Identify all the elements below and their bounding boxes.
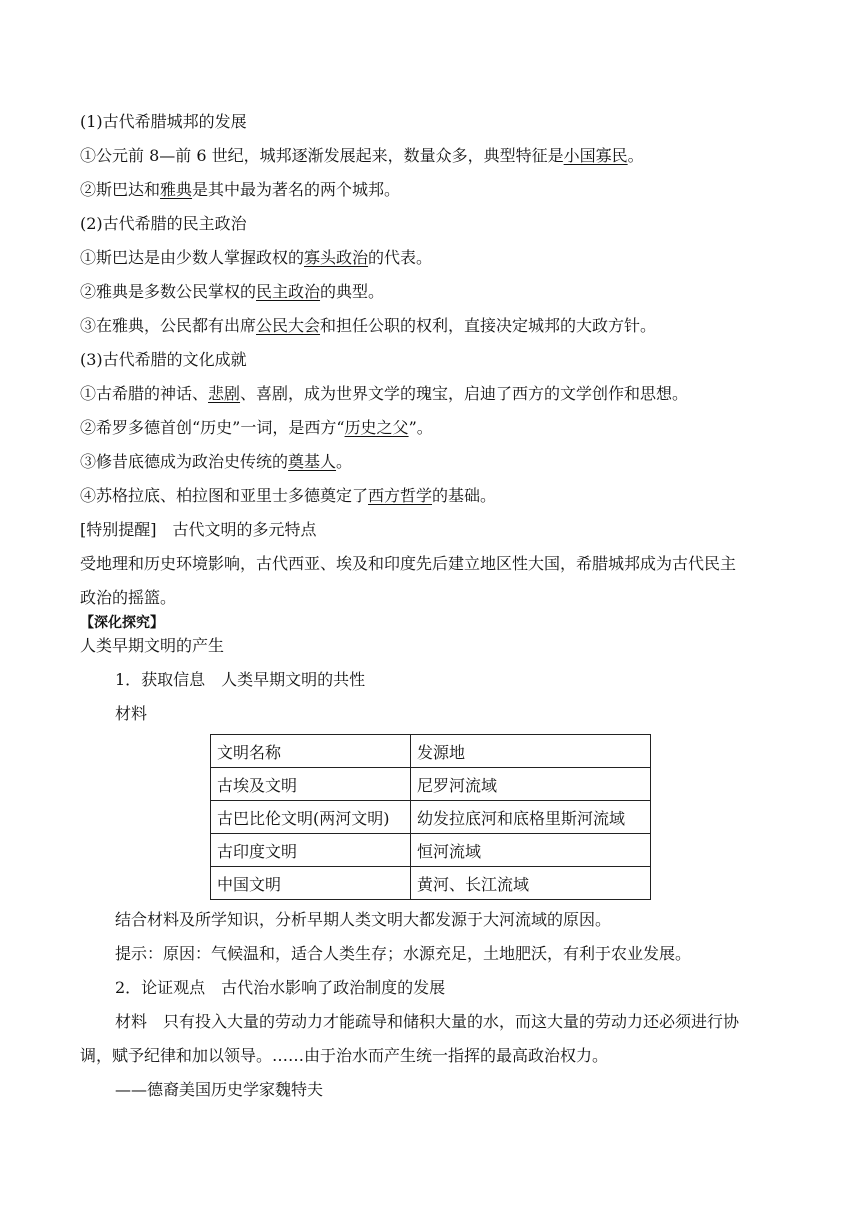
table-cell: 尼罗河流域 [411, 768, 651, 801]
section-2-point-1 [80, 248, 432, 268]
tip-line-1: 受地理和历史环境影响，古代西亚、埃及和印度先后建立地区性大国，希腊城邦成为古代民主 [80, 554, 737, 573]
question-2-source: ——德裔美国历史学家魏特夫 [115, 1080, 324, 1099]
text-pre: ③在雅典，公民都有出席 [80, 316, 257, 335]
table-row [211, 834, 651, 867]
text-post: ”。 [408, 418, 433, 437]
text-post: 。 [336, 452, 353, 471]
deep-subtitle: 人类早期文明的产生 [80, 636, 225, 655]
section-3-point-4 [80, 486, 496, 506]
text-pre: ②希罗多德首创“历史”一词，是西方“ [80, 418, 345, 437]
material-label: 材料 [115, 704, 148, 723]
table-cell: 中国文明 [211, 867, 411, 900]
text-post: 的典型。 [320, 282, 385, 301]
key-term: 西方哲学 [368, 486, 433, 505]
table-row [211, 768, 651, 801]
table-cell: 古巴比伦文明(两河文明) [211, 801, 411, 834]
table-cell: 古埃及文明 [211, 768, 411, 801]
table-header-cell: 发源地 [411, 735, 651, 768]
text-pre: ②斯巴达和 [80, 180, 161, 199]
text-post: 的代表。 [368, 248, 433, 267]
text-pre: ①斯巴达是由少数人掌握政权的 [80, 248, 305, 267]
key-term: 奠基人 [288, 452, 337, 471]
text-post: 、喜剧，成为世界文学的瑰宝，启迪了西方的文学创作和思想。 [240, 384, 689, 403]
table-header-row [211, 735, 651, 768]
section-3-point-3 [80, 452, 352, 472]
tip-line-2: 政治的摇篮。 [80, 588, 177, 607]
text-pre: ①公元前 8—前 6 世纪，城邦逐渐发展起来，数量众多，典型特征是 [80, 146, 564, 165]
section-3-point-2 [80, 418, 433, 438]
key-term: 小国寡民 [563, 146, 628, 165]
text-pre: ①古希腊的神话、 [80, 384, 209, 403]
deep-heading: 【深化探究】 [80, 615, 164, 631]
text-pre: ③修昔底德成为政治史传统的 [80, 452, 289, 471]
table-cell: 古印度文明 [211, 834, 411, 867]
table-row [211, 867, 651, 900]
key-term: 雅典 [160, 180, 193, 199]
question-1-answer: 提示：原因：气候温和，适合人类生存；水源充足，土地肥沃，有利于农业发展。 [115, 944, 692, 963]
text-post: 是其中最为著名的两个城邦。 [192, 180, 401, 199]
key-term: 历史之父 [344, 418, 409, 437]
question-1-prompt: 结合材料及所学知识，分析早期人类文明大都发源于大河流域的原因。 [115, 910, 612, 929]
table-cell: 幼发拉底河和底格里斯河流域 [411, 801, 651, 834]
table-header-cell: 文明名称 [211, 735, 411, 768]
text-post: 。 [627, 146, 644, 165]
tip-title: [特别提醒] 古代文明的多元特点 [80, 520, 317, 539]
table-cell: 黄河、长江流域 [411, 867, 651, 900]
key-term: 悲剧 [208, 384, 241, 403]
question-2-material-line-1: 材料 只有投入大量的劳动力才能疏导和储积大量的水，而这大量的劳动力还必须进行协 [115, 1012, 740, 1031]
key-term: 民主政治 [256, 282, 321, 301]
section-1-point-2 [80, 180, 400, 200]
question-1-title: 1．获取信息 人类早期文明的共性 [115, 670, 366, 689]
section-2-title: (2)古代希腊的民主政治 [80, 214, 247, 233]
table-row [211, 801, 651, 834]
section-3-title: (3)古代希腊的文化成就 [80, 350, 247, 369]
text-post: 的基础。 [432, 486, 497, 505]
section-3-point-1 [80, 384, 688, 404]
key-term: 公民大会 [256, 316, 321, 335]
section-2-point-3 [80, 316, 656, 336]
section-1-point-1 [80, 146, 644, 166]
text-pre: ④苏格拉底、柏拉图和亚里士多德奠定了 [80, 486, 369, 505]
text-post: 和担任公职的权利，直接决定城邦的大政方针。 [320, 316, 657, 335]
civilization-table [210, 734, 651, 900]
question-2-material-line-2: 调，赋予纪律和加以领导。……由于治水而产生统一指挥的最高政治权力。 [80, 1046, 609, 1065]
text-pre: ②雅典是多数公民掌权的 [80, 282, 257, 301]
question-2-title: 2．论证观点 古代治水影响了政治制度的发展 [115, 978, 446, 997]
section-2-point-2 [80, 282, 384, 302]
section-1-title: (1)古代希腊城邦的发展 [80, 112, 247, 131]
key-term: 寡头政治 [304, 248, 369, 267]
table-cell: 恒河流域 [411, 834, 651, 867]
